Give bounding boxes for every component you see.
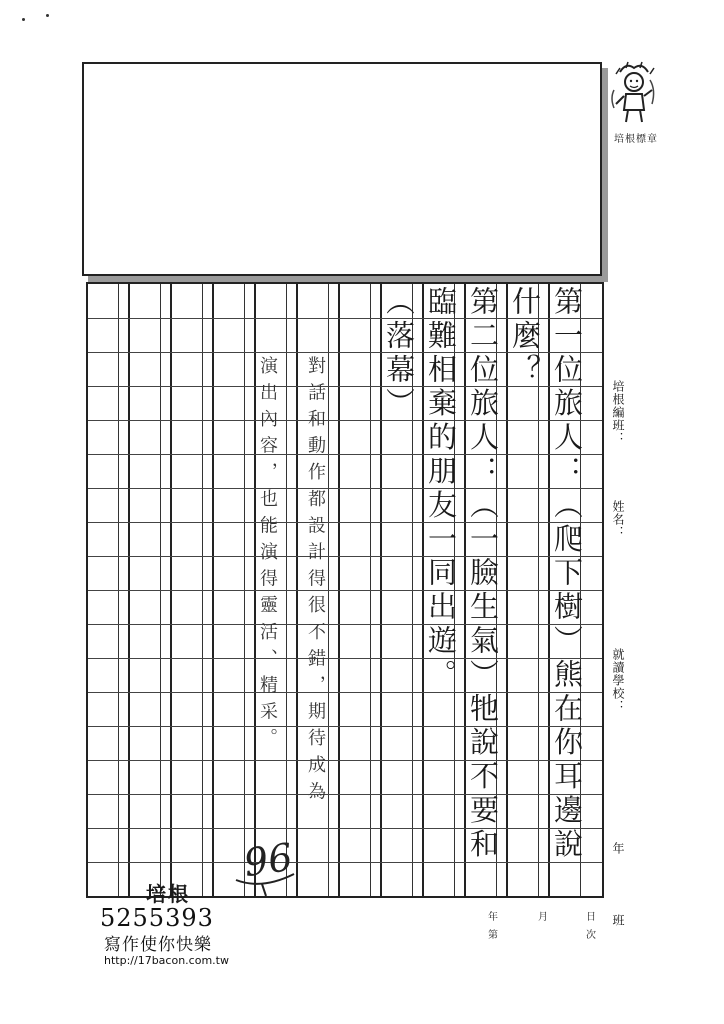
teacher-comment-2: 演出內容，也能演得靈活、精采。 bbox=[257, 356, 278, 755]
date-month-label: 月 bbox=[538, 912, 548, 923]
logo-label: 培根標章 bbox=[614, 134, 658, 145]
date-times-label: 次 bbox=[586, 930, 596, 941]
date-day-label: 日 bbox=[586, 912, 596, 923]
footer-url: http://17bacon.com.tw bbox=[104, 954, 229, 967]
class-label: 培根編班： bbox=[611, 380, 625, 445]
school-label: 就讀學校： bbox=[611, 648, 625, 713]
essay-column-1: 第一位旅人：（爬下樹）熊在你耳邊說 bbox=[550, 286, 584, 863]
date-year-label: 年 bbox=[488, 912, 498, 923]
essay-column-2: 什麼？ bbox=[508, 286, 542, 388]
boy-mascot-icon bbox=[606, 60, 662, 130]
grade-label: 年 班 bbox=[611, 842, 625, 954]
essay-column-5: （落幕） bbox=[382, 286, 416, 422]
score-underline-icon bbox=[232, 850, 302, 900]
footer-phone: 5255393 bbox=[100, 904, 214, 932]
stray-mark bbox=[46, 14, 49, 17]
essay-column-3: 第二位旅人：（一臉生氣）牠說不要和 bbox=[466, 286, 500, 863]
score: 96 bbox=[241, 834, 296, 886]
date-nth-label: 第 bbox=[488, 930, 498, 941]
signature-stamp: 培根 bbox=[146, 882, 190, 906]
comment-box bbox=[82, 62, 602, 276]
teacher-comment-1: 對話和動作都設計得很不錯，期待成為 bbox=[305, 356, 326, 809]
footer-slogan: 寫作使你快樂 bbox=[104, 935, 212, 955]
bacon-logo bbox=[606, 60, 662, 130]
name-label: 姓名： bbox=[611, 500, 625, 539]
stray-mark bbox=[22, 18, 25, 21]
essay-column-4: 臨難相棄的朋友一同出遊。 bbox=[424, 286, 458, 693]
